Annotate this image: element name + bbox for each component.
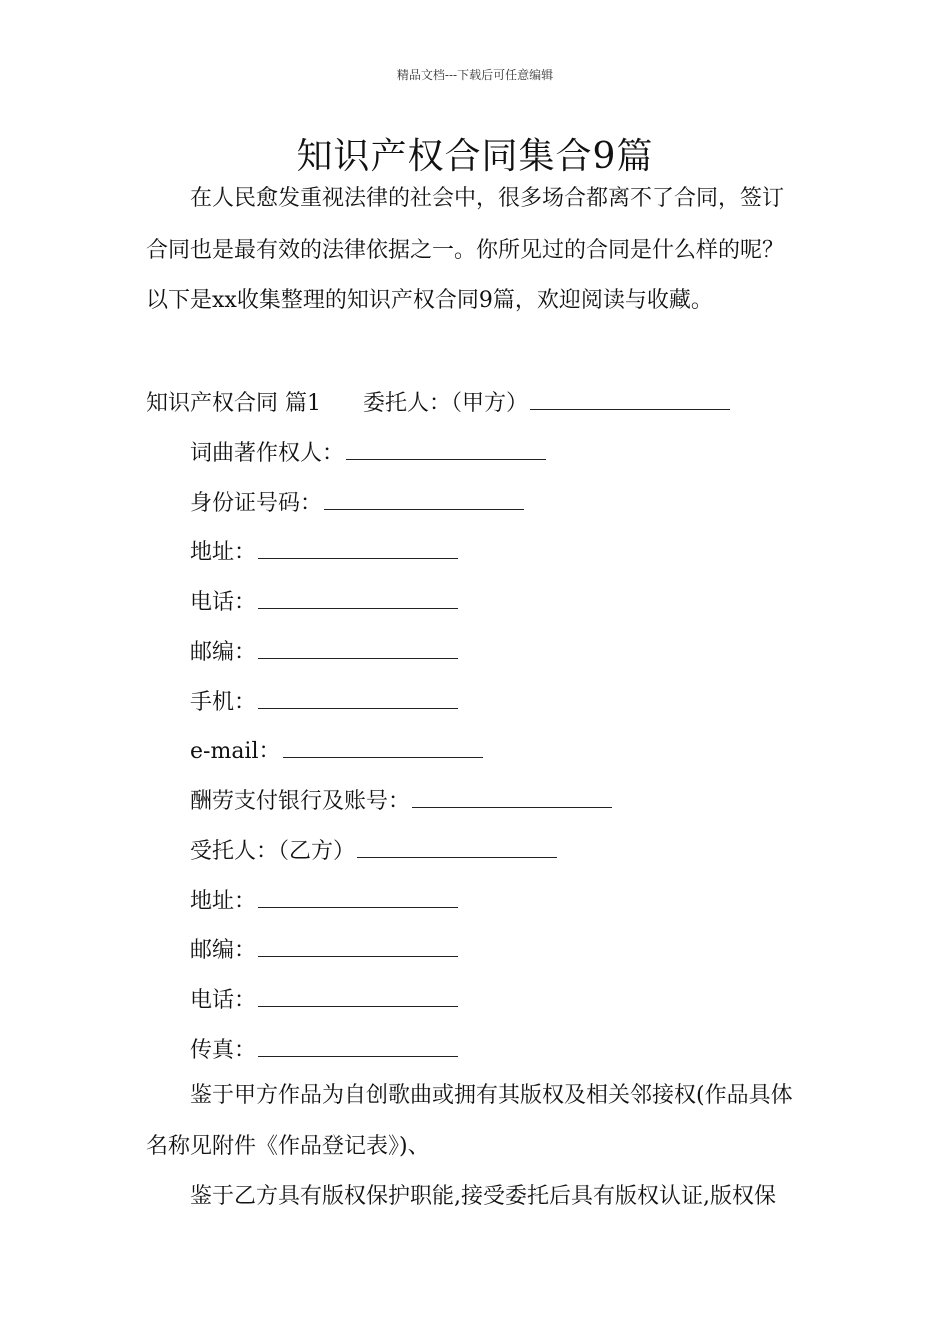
section-1-heading: 知识产权合同 篇1 bbox=[146, 391, 321, 416]
fax-label: 传真： bbox=[190, 1038, 257, 1063]
author-blank bbox=[346, 435, 546, 460]
trustee-row bbox=[190, 833, 557, 867]
address-label-2: 地址： bbox=[190, 889, 257, 914]
clause-line-1: 鉴于甲方作品为自创歌曲或拥有其版权及相关邻接权(作品具体 bbox=[190, 1083, 793, 1108]
author-label: 词曲著作权人： bbox=[190, 441, 345, 466]
postcode-label-1: 邮编： bbox=[190, 640, 257, 665]
id-number-blank bbox=[324, 485, 524, 510]
clause-line-2: 名称见附件《作品登记表》)、 bbox=[146, 1134, 430, 1159]
address-label-1: 地址： bbox=[190, 540, 257, 565]
bank-label: 酬劳支付银行及账号： bbox=[190, 789, 411, 814]
postcode-blank-2 bbox=[258, 932, 458, 957]
client-blank bbox=[530, 385, 730, 410]
address-row-1 bbox=[190, 534, 458, 568]
id-number-row bbox=[190, 485, 524, 519]
page-header: 精品文档---下载后可任意编辑 bbox=[396, 68, 554, 82]
phone-row-2 bbox=[190, 982, 458, 1016]
id-number-label: 身份证号码： bbox=[190, 491, 323, 516]
document-title: 知识产权合同集合9篇 bbox=[296, 136, 654, 177]
phone-blank-2 bbox=[258, 982, 458, 1007]
email-blank bbox=[283, 733, 483, 758]
author-row bbox=[190, 435, 546, 469]
bank-blank bbox=[412, 783, 612, 808]
phone-blank-1 bbox=[258, 584, 458, 609]
postcode-row-2 bbox=[190, 932, 458, 966]
intro-line-1: 在人民愈发重视法律的社会中，很多场合都离不了合同，签订 bbox=[190, 186, 785, 211]
phone-label-1: 电话： bbox=[190, 590, 257, 615]
postcode-blank-1 bbox=[258, 634, 458, 659]
bank-row bbox=[190, 783, 612, 817]
fax-row bbox=[190, 1032, 458, 1066]
section-1-heading-row bbox=[146, 385, 730, 419]
phone-label-2: 电话： bbox=[190, 988, 257, 1013]
email-label: e-mail： bbox=[190, 739, 281, 764]
postcode-row-1 bbox=[190, 634, 458, 668]
postcode-label-2: 邮编： bbox=[190, 938, 257, 963]
mobile-label: 手机： bbox=[190, 690, 257, 715]
trustee-blank bbox=[357, 833, 557, 858]
clause-line-3: 鉴于乙方具有版权保护职能,接受委托后具有版权认证,版权保 bbox=[190, 1184, 776, 1209]
intro-line-3: 以下是xx收集整理的知识产权合同9篇，欢迎阅读与收藏。 bbox=[146, 288, 713, 313]
mobile-row bbox=[190, 684, 458, 718]
phone-row-1 bbox=[190, 584, 458, 618]
intro-line-2: 合同也是最有效的法律依据之一。你所见过的合同是什么样的呢？ bbox=[146, 238, 785, 263]
trustee-label: 受托人：（乙方） bbox=[190, 839, 356, 864]
address-blank-2 bbox=[258, 883, 458, 908]
mobile-blank bbox=[258, 684, 458, 709]
fax-blank bbox=[258, 1032, 458, 1057]
email-row bbox=[190, 733, 483, 767]
address-row-2 bbox=[190, 883, 458, 917]
address-blank-1 bbox=[258, 534, 458, 559]
client-label: 委托人：（甲方） bbox=[363, 391, 529, 416]
